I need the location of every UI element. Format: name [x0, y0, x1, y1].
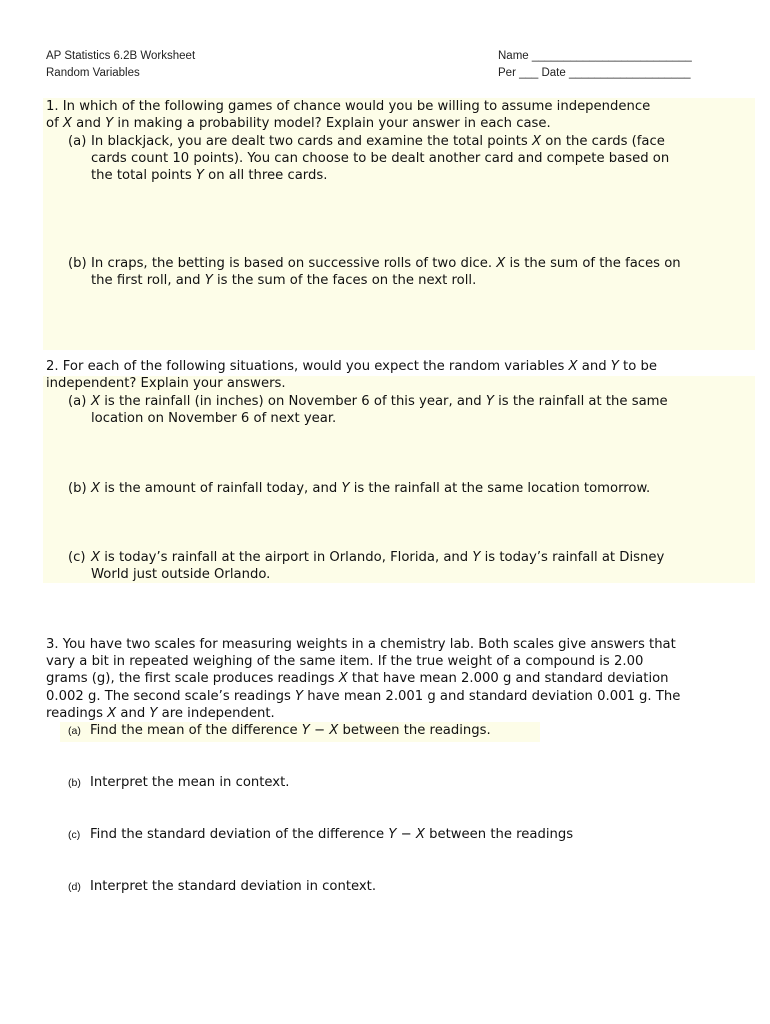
q1-stem-line-2: of X and Y in making a probability model? Explain your answer in each case.: [46, 116, 551, 132]
q3b-label: (b): [68, 777, 81, 789]
q3a-label: (a): [68, 725, 81, 737]
worksheet-header-left: [46, 48, 195, 82]
q1a-label: (a): [68, 134, 87, 149]
q3-stem-line-5: readings X and Y are independent.: [46, 705, 275, 721]
question-3d: [68, 878, 376, 896]
question-3c: [68, 826, 573, 844]
q2c-line-2: World just outside Orlando.: [91, 567, 271, 583]
q2c-line-1: X is today’s rainfall at the airport in Orlando, Florida, and Y is today’s rainfall at Disney: [91, 550, 665, 565]
q2a-line-2: location on November 6 of next year.: [91, 411, 337, 427]
question-2-stem: [46, 358, 726, 392]
q3c-text: Find the standard deviation of the difference Y − X between the readings: [90, 827, 574, 842]
q3-stem-line-1: 3. You have two scales for measuring weights in a chemistry lab. Both scales give answers that: [46, 637, 676, 652]
q1b-label: (b): [68, 256, 87, 271]
q1a-line-1: In blackjack, you are dealt two cards and examine the total points X on the cards (face: [91, 134, 665, 149]
worksheet-subtitle: Random Variables: [46, 67, 140, 79]
worksheet-title: AP Statistics 6.2B Worksheet: [46, 50, 196, 62]
q1a-line-3: the total points Y on all three cards.: [91, 168, 328, 184]
q2a-label: (a): [68, 394, 87, 409]
q3d-text: Interpret the standard deviation in context.: [90, 879, 377, 894]
q1-stem-line-1: 1. In which of the following games of chance would you be willing to assume independence: [46, 99, 651, 114]
q3b-text: Interpret the mean in context.: [90, 775, 290, 790]
question-3-stem: [46, 636, 736, 722]
worksheet-header-right: [498, 48, 692, 82]
name-field-label: Name _________________________: [498, 50, 692, 62]
q3-stem-line-2: vary a bit in repeated weighing of the same item. If the true weight of a compound is 2.00: [46, 654, 644, 670]
q1b-line-1: In craps, the betting is based on successive rolls of two dice. X is the sum of the faces on: [91, 256, 681, 271]
q2-stem-line-2: independent? Explain your answers.: [46, 376, 286, 392]
q3a-text: Find the mean of the difference Y − X between the readings.: [90, 723, 491, 738]
q3-stem-line-4: 0.002 g. The second scale’s readings Y have mean 2.001 g and standard deviation 0.001 g. The: [46, 688, 681, 704]
q2c-label: (c): [68, 550, 86, 565]
q2-stem-line-1: 2. For each of the following situations, would you expect the random variables X and Y to be: [46, 359, 657, 374]
q1b-line-2: the first roll, and Y is the sum of the faces on the next roll.: [91, 273, 477, 289]
q3-stem-line-3: grams (g), the first scale produces readings X that have mean 2.000 g and standard deviation: [46, 671, 669, 687]
q2b-line-1: X is the amount of rainfall today, and Y is the rainfall at the same location tomorrow.: [91, 481, 651, 496]
q3d-label: (d): [68, 881, 81, 893]
question-3a: [68, 722, 491, 740]
per-date-field-label: Per ___ Date ___________________: [498, 67, 691, 79]
q2b-label: (b): [68, 481, 87, 496]
question-3b: [68, 774, 289, 792]
q2a-line-1: X is the rainfall (in inches) on November 6 of this year, and Y is the rainfall at the same: [91, 394, 668, 409]
q1a-line-2: cards count 10 points). You can choose to be dealt another card and compete based on: [91, 151, 670, 167]
question-1-stem: [46, 98, 726, 132]
q3c-label: (c): [68, 829, 81, 841]
